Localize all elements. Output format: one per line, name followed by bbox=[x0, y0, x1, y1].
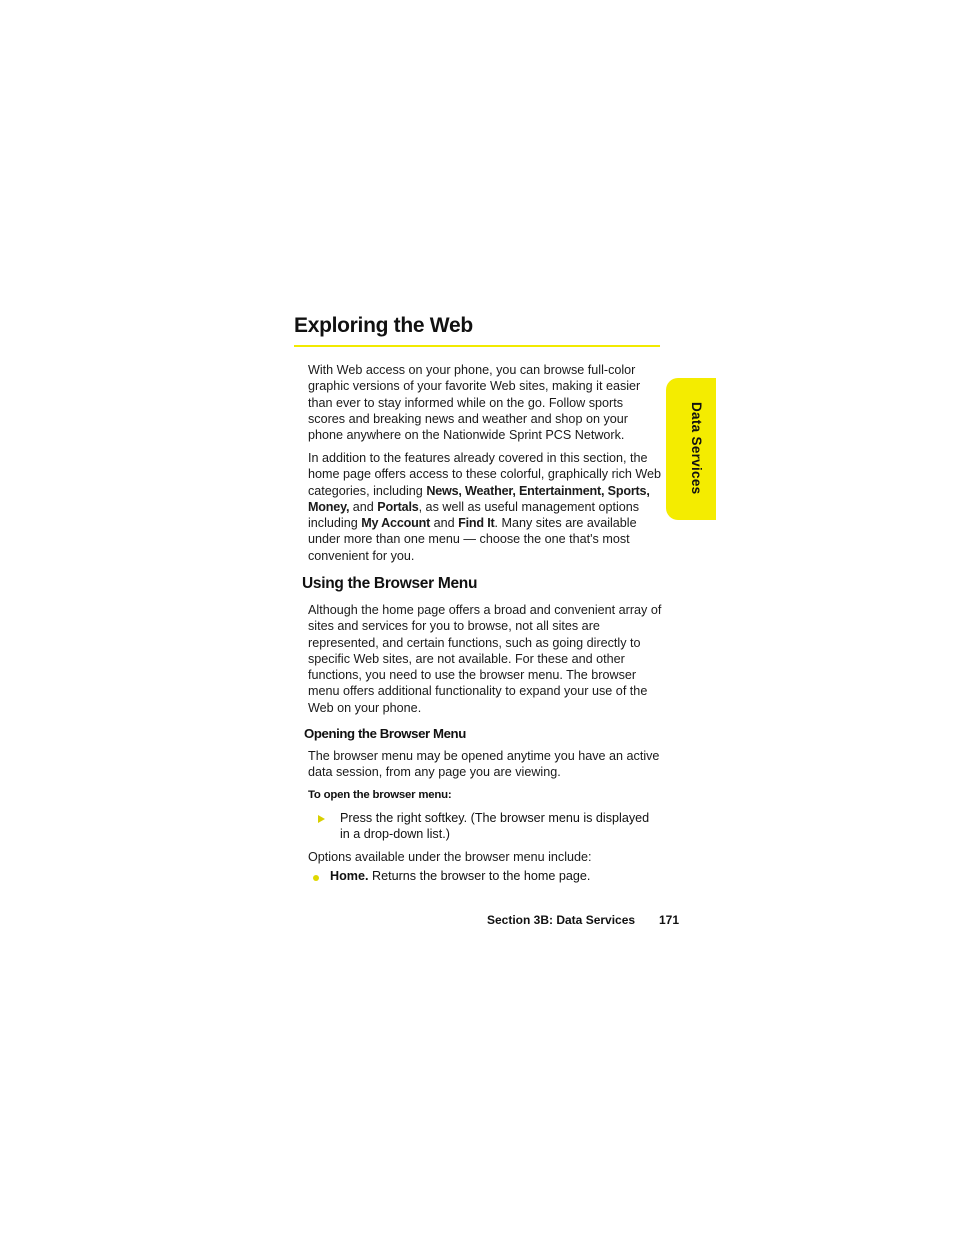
procedure-step: Press the right softkey. (The browser menu is displayed in a drop-down list.) bbox=[340, 811, 650, 842]
page-number: 171 bbox=[659, 913, 680, 927]
features-paragraph bbox=[308, 450, 663, 564]
section-paragraph: Although the home page offers a broad and convenient array of sites and services for you to browse, not all sites are represented, and certain functions, such as going directly to specific Web sites, are not available. For these and other functions, you need to use the browser menu. The browser menu offers additional functionality to expand your use of the Web on your phone. bbox=[308, 603, 662, 715]
text-span: . Many sites are available under more than one menu — choose the one that's most convenient for you. bbox=[308, 516, 637, 563]
text-span: In addition to the features already covered in this section, the home page offers access to these colorful, graphically rich Web categories, including bbox=[308, 451, 662, 498]
my-account-bold: My Account bbox=[361, 516, 431, 531]
title-underline bbox=[294, 345, 660, 347]
bullet-dot-icon bbox=[313, 875, 319, 881]
side-tab-label: Data Services bbox=[689, 402, 704, 495]
section-heading: Using the Browser Menu bbox=[302, 575, 478, 592]
footer-section-label: Section 3B: Data Services bbox=[487, 913, 636, 927]
subsection-heading: Opening the Browser Menu bbox=[304, 726, 466, 741]
triangle-right-icon bbox=[318, 815, 325, 823]
page-title: Exploring the Web bbox=[294, 314, 473, 337]
section-side-tab bbox=[666, 378, 716, 520]
find-it-bold: Find It bbox=[458, 516, 495, 531]
text-span: and bbox=[349, 499, 378, 514]
text-span: and bbox=[430, 516, 459, 531]
list-item bbox=[330, 868, 590, 884]
text-span: , as well as useful management options including bbox=[308, 499, 640, 531]
portals-bold: Portals bbox=[377, 499, 419, 514]
procedure-heading: To open the browser menu: bbox=[308, 789, 452, 801]
intro-paragraph: With Web access on your phone, you can browse full-color graphic versions of your favorite Web sites, making it easier than ever to stay informed while on the go. Follow sports scores and breaking news and weather and shop on your phone anywhere on the Nationwide Sprint PCS Network. bbox=[308, 363, 641, 443]
subsection-paragraph: The browser menu may be opened anytime you have an active data session, from any page you are viewing. bbox=[308, 749, 660, 780]
options-intro: Options available under the browser menu include: bbox=[308, 850, 592, 864]
option-description: Returns the browser to the home page. bbox=[368, 869, 591, 883]
categories-bold: News, Weather, Entertainment, Sports, Money, bbox=[308, 483, 650, 514]
option-term: Home. bbox=[330, 869, 369, 883]
